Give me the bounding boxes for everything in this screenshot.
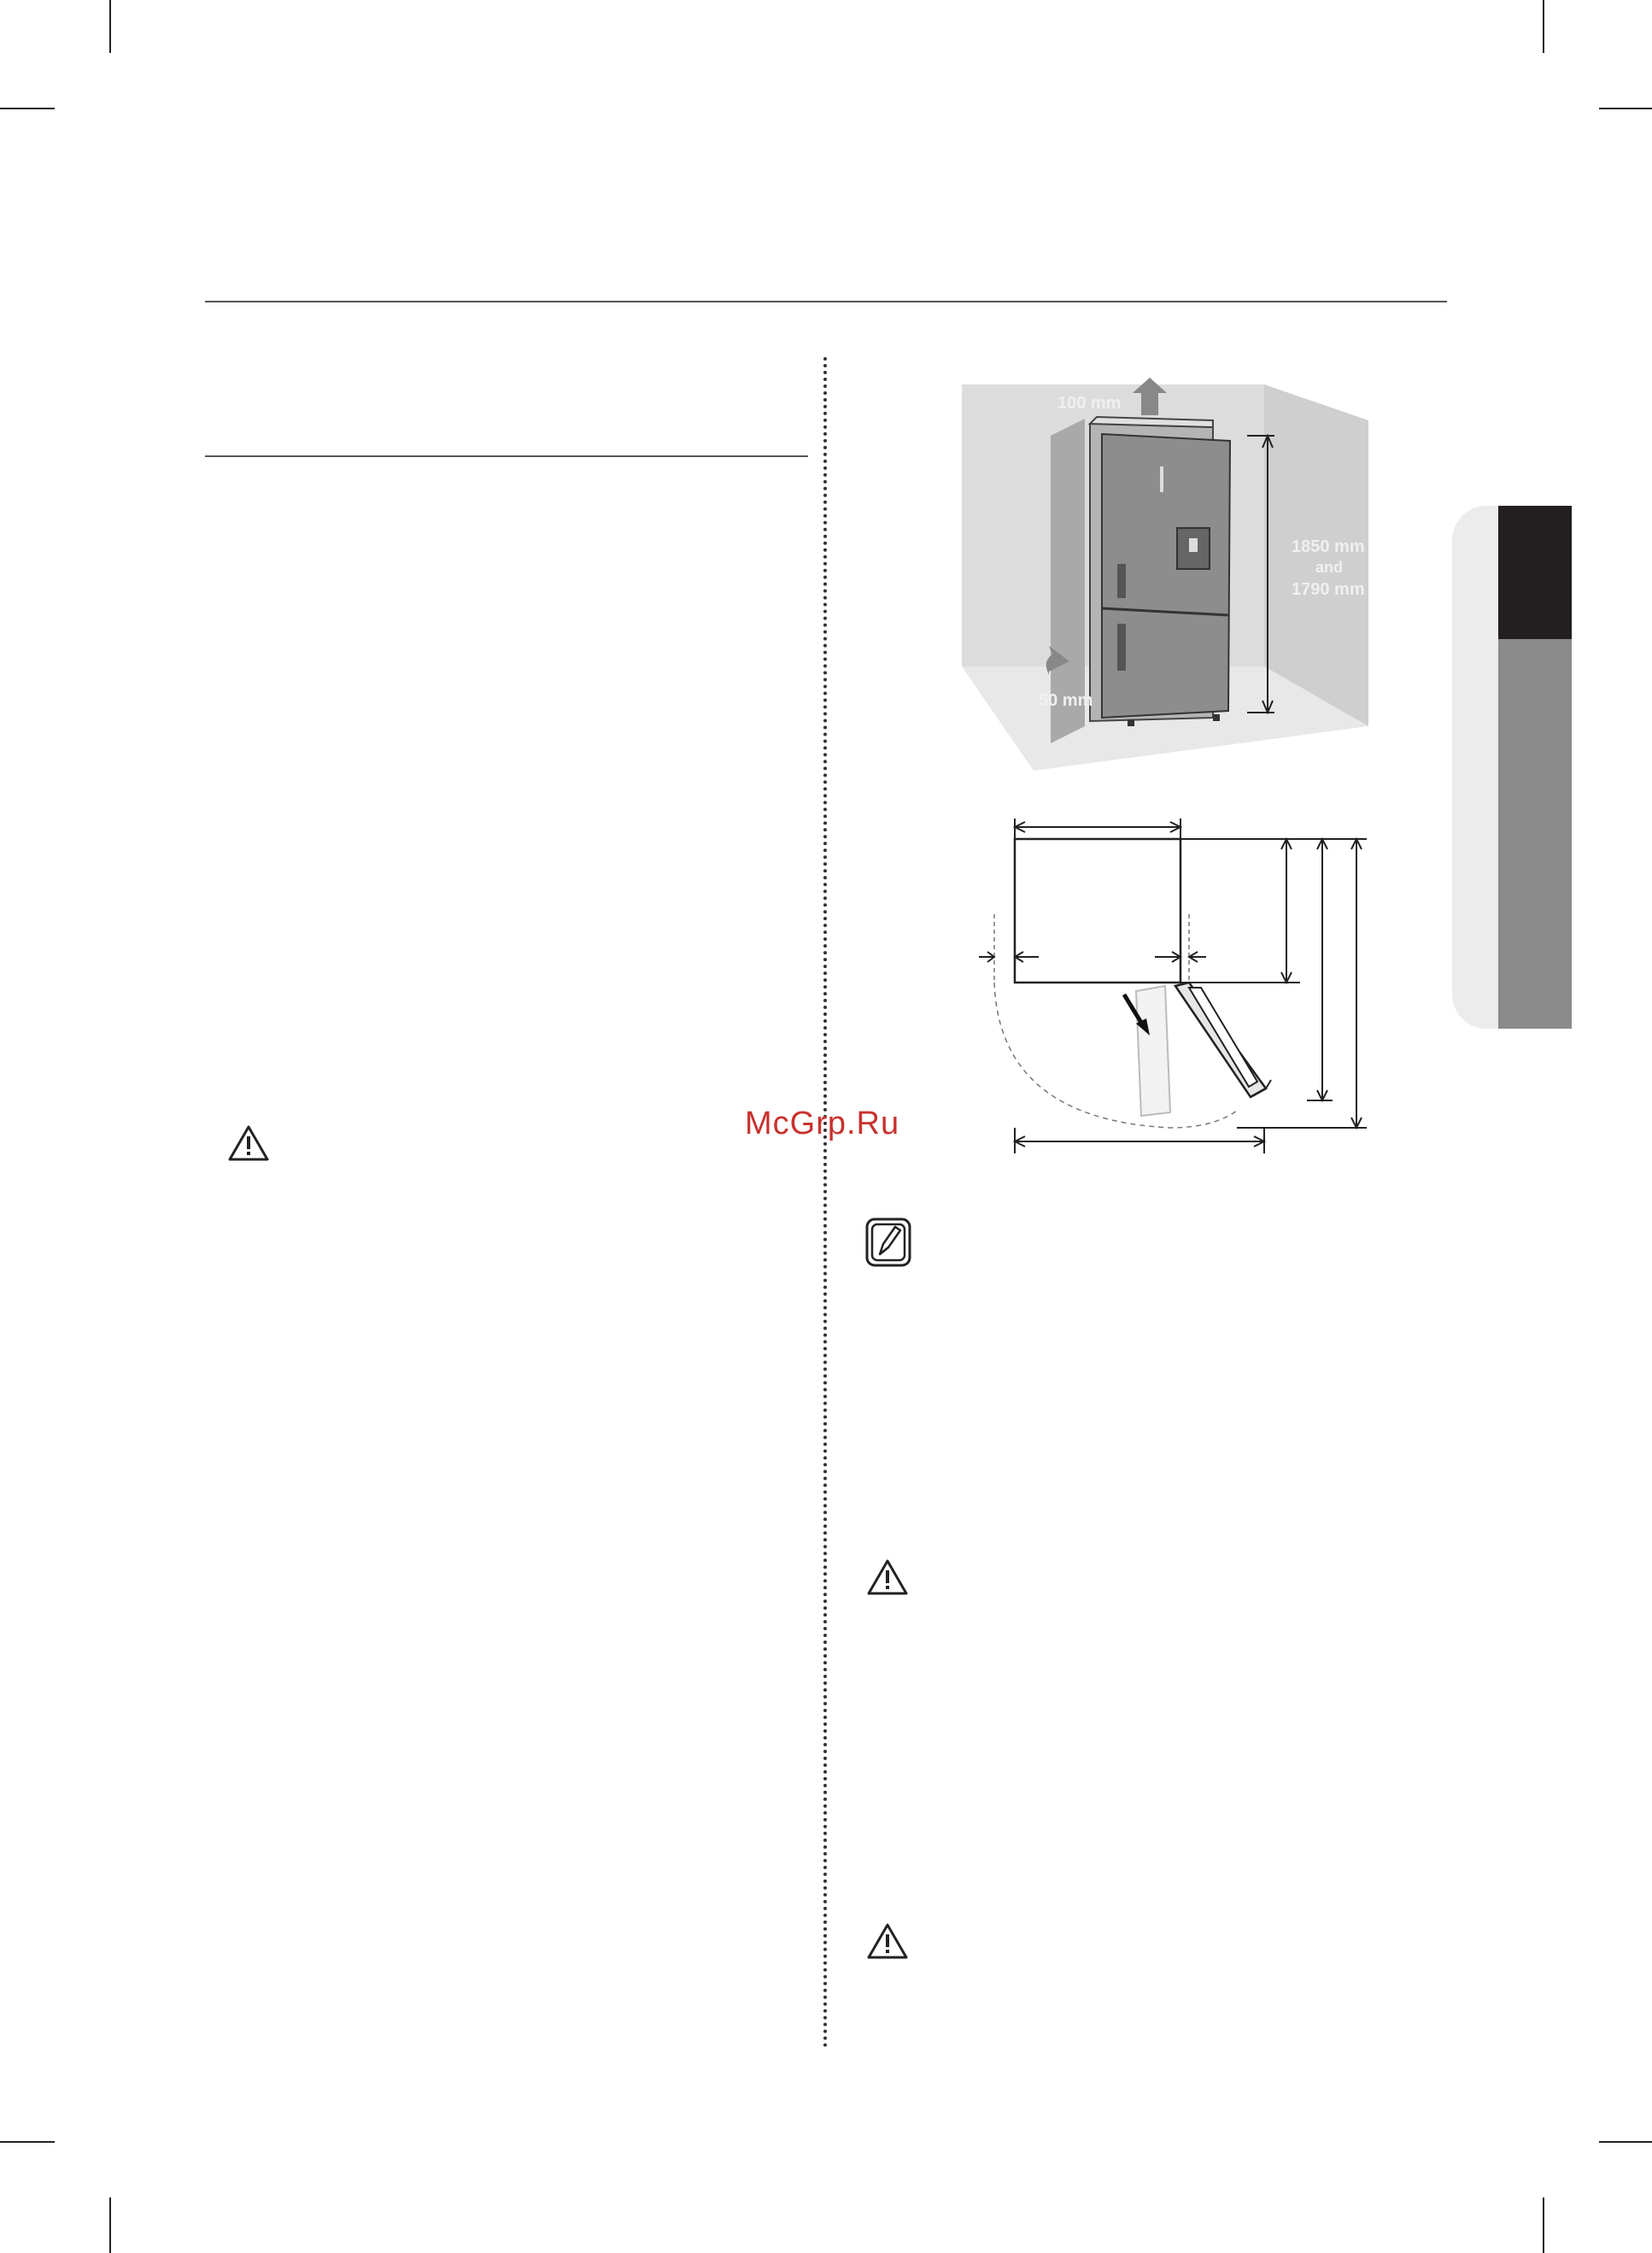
warning-triangle-icon [227,1124,270,1162]
chapter-tab-background [1452,506,1498,1029]
watermark-text: McGrp.Ru [745,1106,900,1141]
label-height-max: 1790 mm [1292,580,1365,599]
door-swing-diagram [965,812,1392,1162]
crop-mark [1599,108,1652,109]
open-door-illustration [1136,983,1271,1116]
section-rule [205,455,808,457]
crop-mark [0,108,55,109]
header-rule [205,301,1447,302]
warning-triangle-icon [866,1922,909,1960]
fridge-clearance-figure [957,367,1384,777]
note-pencil-icon [864,1217,912,1268]
column-divider [823,357,827,2049]
crop-mark [1543,0,1544,53]
fridge-top-view [1015,839,1180,983]
crop-mark [1599,2141,1652,2143]
label-top-clearance: 100 mm [1057,394,1122,413]
warning-triangle-icon [866,1558,909,1596]
crop-mark [109,0,111,53]
label-back-clearance: 50 mm [1039,691,1093,710]
crop-mark [1543,2197,1544,2253]
fridge-illustration [1090,417,1230,726]
crop-mark [0,2141,55,2143]
label-height-range: and [1315,559,1344,576]
crop-mark [109,2197,111,2253]
label-height-min: 1850 mm [1292,537,1365,556]
chapter-tab-active [1498,506,1572,639]
chapter-tab-section [1498,639,1572,1029]
